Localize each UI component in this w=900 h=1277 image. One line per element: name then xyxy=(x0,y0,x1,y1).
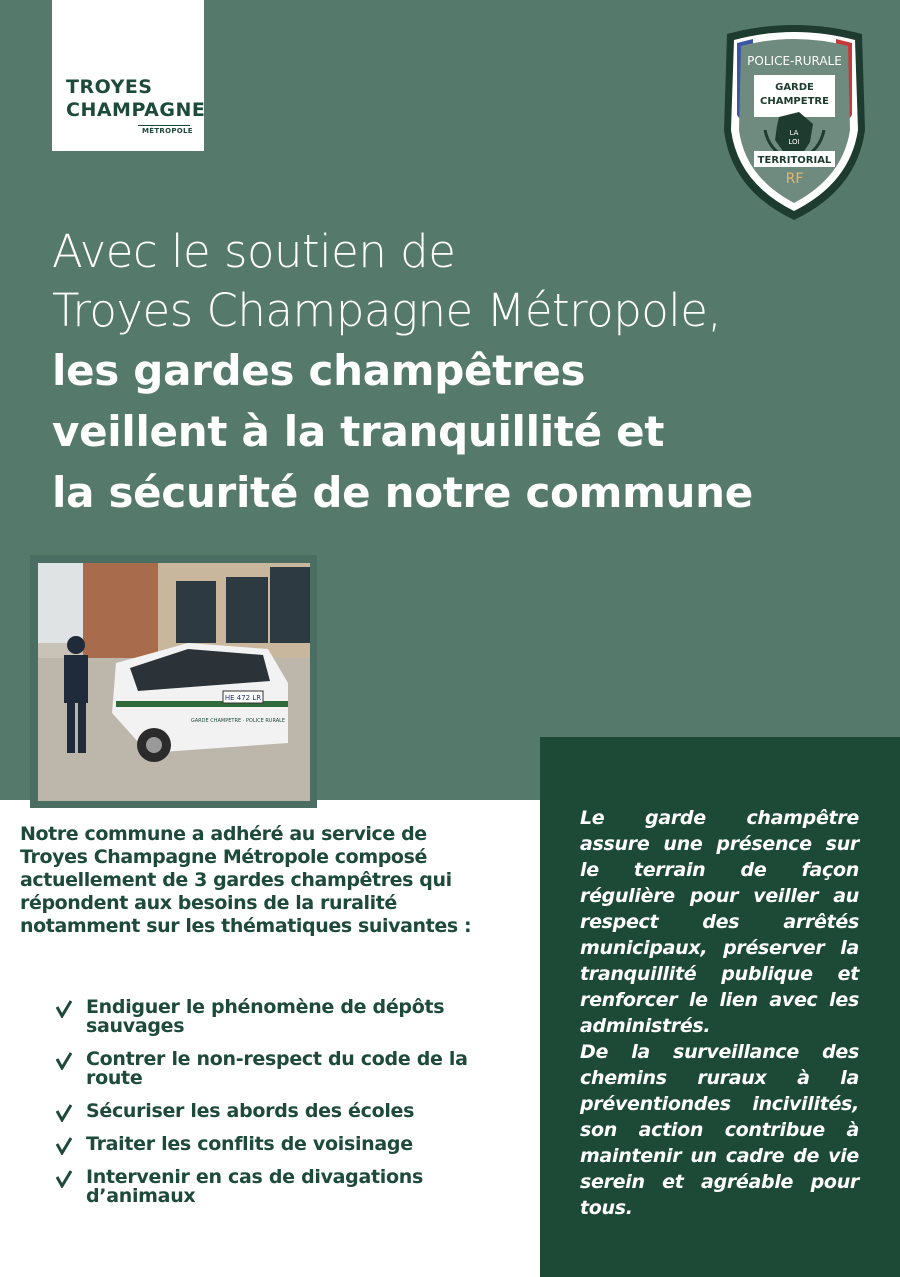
headline-bold-line: la sécurité de notre commune xyxy=(52,468,753,517)
intro-line: Notre commune a adhéré au service de xyxy=(20,823,427,845)
headline-light-line: Troyes Champagne Métropole, xyxy=(52,284,722,337)
intro-line: répondent aux besoins de la ruralité xyxy=(20,892,397,914)
photo-officer xyxy=(64,655,88,703)
headline-light-line: Avec le soutien de xyxy=(52,225,456,278)
badge-line-garde: GARDE xyxy=(775,82,814,93)
photo-vehicle-label: GARDE CHAMPETRE · POLICE RURALE xyxy=(190,718,286,724)
badge-line-champetre: CHAMPETRE xyxy=(760,96,829,107)
badge-center-la: LA xyxy=(789,129,799,137)
info-box-paragraph: Le garde champêtre assure une présence sur le terrain de façon régulière pour veiller au respect des arrêtés municipaux, préserver la tranquillité publique et renforcer le lien avec les administrés. xyxy=(580,807,859,1037)
list-item-text: Contrer le non-respect du code de la route xyxy=(86,1048,468,1089)
list-item xyxy=(56,998,516,1036)
headline-bold-line: veillent à la tranquillité et xyxy=(52,407,665,456)
list-item-text: Sécuriser les abords des écoles xyxy=(86,1100,415,1122)
intro-line: notamment sur les thématiques suivantes : xyxy=(20,915,472,937)
headline-bold-line: les gardes champêtres xyxy=(52,346,586,395)
list-item-text: Intervenir en cas de divagations d’animaux xyxy=(86,1166,423,1207)
badge-rf-monogram: RF xyxy=(785,171,804,187)
intro-line: actuellement de 3 gardes champêtres qui xyxy=(20,869,452,891)
list-item xyxy=(56,1050,516,1088)
info-box-paragraph: De la surveillance des chemins ruraux à la préventiondes incivilités, son action contribue à maintenir un cadre de vie serein et agréable pour tous. xyxy=(580,1041,859,1219)
check-icon xyxy=(56,1000,72,1018)
police-rurale-badge-icon xyxy=(717,20,872,222)
list-item xyxy=(56,1135,516,1154)
logo-line-troyes: TROYES xyxy=(66,76,153,98)
badge-territorial: TERRITORIAL xyxy=(757,155,832,166)
thematics-list xyxy=(56,998,516,1220)
check-icon xyxy=(56,1052,72,1070)
logo-rule xyxy=(138,125,190,126)
intro-paragraph xyxy=(20,823,525,938)
headline xyxy=(52,222,892,523)
list-item-text: Traiter les conflits de voisinage xyxy=(86,1133,413,1155)
garde-champetre-photo xyxy=(38,563,310,801)
logo-line-champagne: CHAMPAGNE xyxy=(66,99,206,121)
check-icon xyxy=(56,1137,72,1155)
troyes-champagne-logo xyxy=(52,0,204,151)
list-item-text: Endiguer le phénomène de dépôts sauvages xyxy=(86,996,445,1037)
check-icon xyxy=(56,1170,72,1188)
logo-line-metropole: MÉTROPOLE xyxy=(142,127,193,135)
check-icon xyxy=(56,1104,72,1122)
badge-top-text: POLICE-RURALE xyxy=(747,54,842,68)
info-box xyxy=(540,737,900,1277)
info-box-text xyxy=(580,805,859,1221)
list-item xyxy=(56,1168,516,1206)
photo-plate: HE 472 LR xyxy=(224,694,262,702)
list-item xyxy=(56,1102,516,1121)
intro-line: Troyes Champagne Métropole composé xyxy=(20,846,427,868)
badge-center-loi: LOI xyxy=(788,138,800,146)
